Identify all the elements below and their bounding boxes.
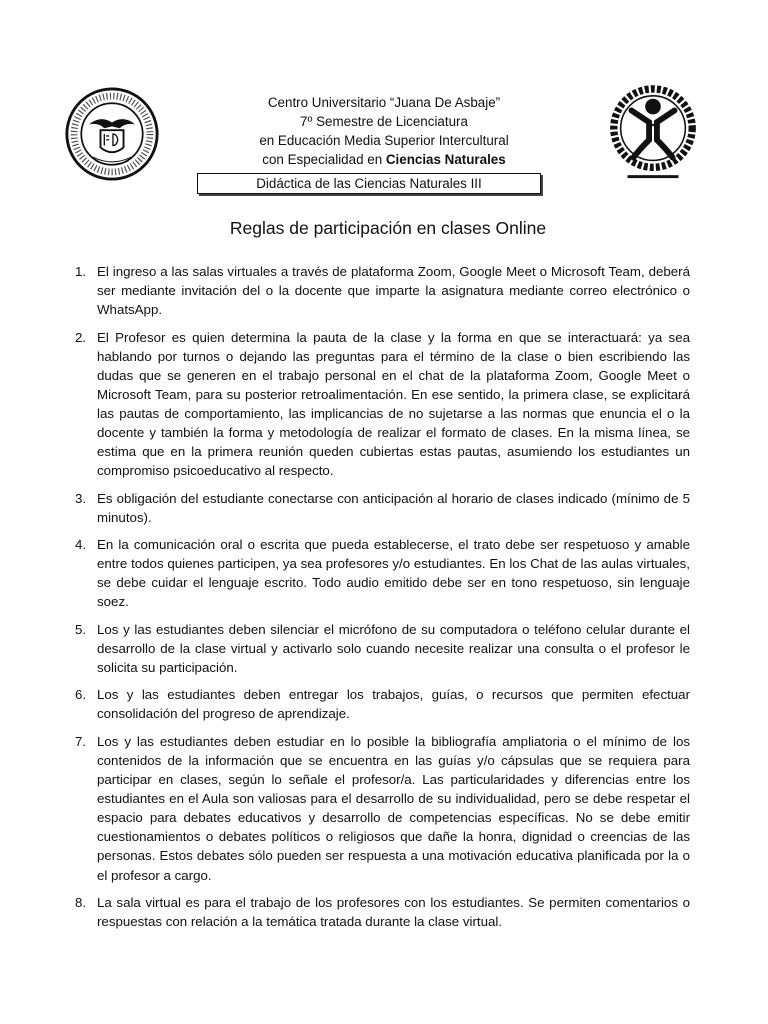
rule-item-5 <box>75 620 690 677</box>
course-title-box: Didáctica de las Ciencias Naturales III <box>197 173 541 194</box>
rule-item-7 <box>75 732 690 885</box>
university-seal-icon <box>64 86 160 182</box>
rule-number: 3. <box>75 490 87 506</box>
semester-line: 7º Semestre de Licenciatura <box>300 114 468 129</box>
rule-text: Los y las estudiantes deben estudiar en lo posible la bibliografía ampliatoria o el mínimo de los contenidos de la información que se encuentra en las guías y/o cápsulas que se requiera para participar en clases, según lo señale el profesor/a. Las particularidades y diferencias entre los estudiantes en el Aula son valiosas para el desarrollo de su individualidad, pero se debe respetar el espacio para debates educativos y desarrollo de competencias específicas. No se debe emitir cuestionamientos o debates políticos o religiosos que dañe la honra, dignidad o creencias de las personas. Estos debates sólo pueden ser respuesta a una motivación educativa planificada por la o el profesor a cargo. <box>97 733 690 883</box>
rule-text: En la comunicación oral o escrita que pueda establecerse, el trato debe ser respetuoso y amable entre todos quienes participen, ya sea profesores y/o estudiantes. En los Chat de las aulas virtuales, se debe cuidar el lenguaje escrito. Todo audio emitido debe ser en tono respetuoso, sin lenguaje soez. <box>97 537 690 610</box>
rule-text: Los y las estudiantes deben entregar los trabajos, guías, o recursos que permiten efectuar consolidación del progreso de aprendizaje. <box>97 687 690 722</box>
rule-number: 8. <box>75 894 87 910</box>
rule-item-2 <box>75 328 690 481</box>
rule-text: El ingreso a las salas virtuales a través de plataforma Zoom, Google Meet o Microsoft Team, deberá ser mediante invitación del o la docente que imparte la asignatura mediante correo electrónico o WhatsApp. <box>97 264 690 318</box>
rule-number: 7. <box>75 733 87 749</box>
rule-number: 1. <box>75 264 87 279</box>
specialty-prefix: con Especialidad en <box>262 152 386 167</box>
rule-number: 2. <box>75 329 87 345</box>
rule-text: Los y las estudiantes deben silenciar el micrófono de su computadora o teléfono celular durante el desarrollo de la clase virtual y activarlo solo cuando necesite realizar una consulta o el profesor le solicita su participación. <box>97 621 690 675</box>
rule-text: El Profesor es quien determina la pauta de la clase y la forma en que se interactuará: ya sea hablando por turnos o dejando las preguntas para el término de la clase o bien escribiendo las dudas que se generen en el trabajo personal en el chat de la plataforma Zoom, Google Meet o Microsoft Team, para su posterior retroalimentación. En ese sentido, la primera clase, se explicitará las pautas de comportamiento, las implicancias de no sujetarse a las normas que enuncia el o la docente y también la forma y metodología de realizar el formato de clases. En la misma línea, se estima que en la primera reunión queden cubiertas estas pautas, asumiendo los estudiantes un compromiso psicoeducativo al respecto. <box>97 329 690 479</box>
rule-item-1 <box>75 262 690 319</box>
document-title: Reglas de participación en clases Online <box>229 218 547 238</box>
specialty-line <box>200 150 568 169</box>
institution-name: Centro Universitario “Juana De Asbaje” <box>267 95 501 110</box>
rule-number: 4. <box>75 537 87 553</box>
rules-list <box>75 262 690 939</box>
rule-number: 6. <box>75 687 87 703</box>
rule-item-6 <box>75 685 690 723</box>
rule-item-3 <box>75 489 690 527</box>
rule-item-8 <box>75 893 690 931</box>
rule-item-4 <box>75 535 690 611</box>
rule-text: La sala virtual es para el trabajo de los profesores con los estudiantes. Se permiten comentarios o respuestas con relación a la temática tratada durante la clase virtual. <box>97 894 690 929</box>
header-block <box>200 93 568 169</box>
specialty-name: Ciencias Naturales <box>385 152 506 167</box>
program-line: en Educación Media Superior Intercultural <box>259 133 509 148</box>
rule-text: Es obligación del estudiante conectarse con anticipación al horario de clases indicado (mínimo de 5 minutos). <box>97 490 690 525</box>
rule-number: 5. <box>75 621 87 637</box>
university-emblem-icon <box>604 84 702 184</box>
